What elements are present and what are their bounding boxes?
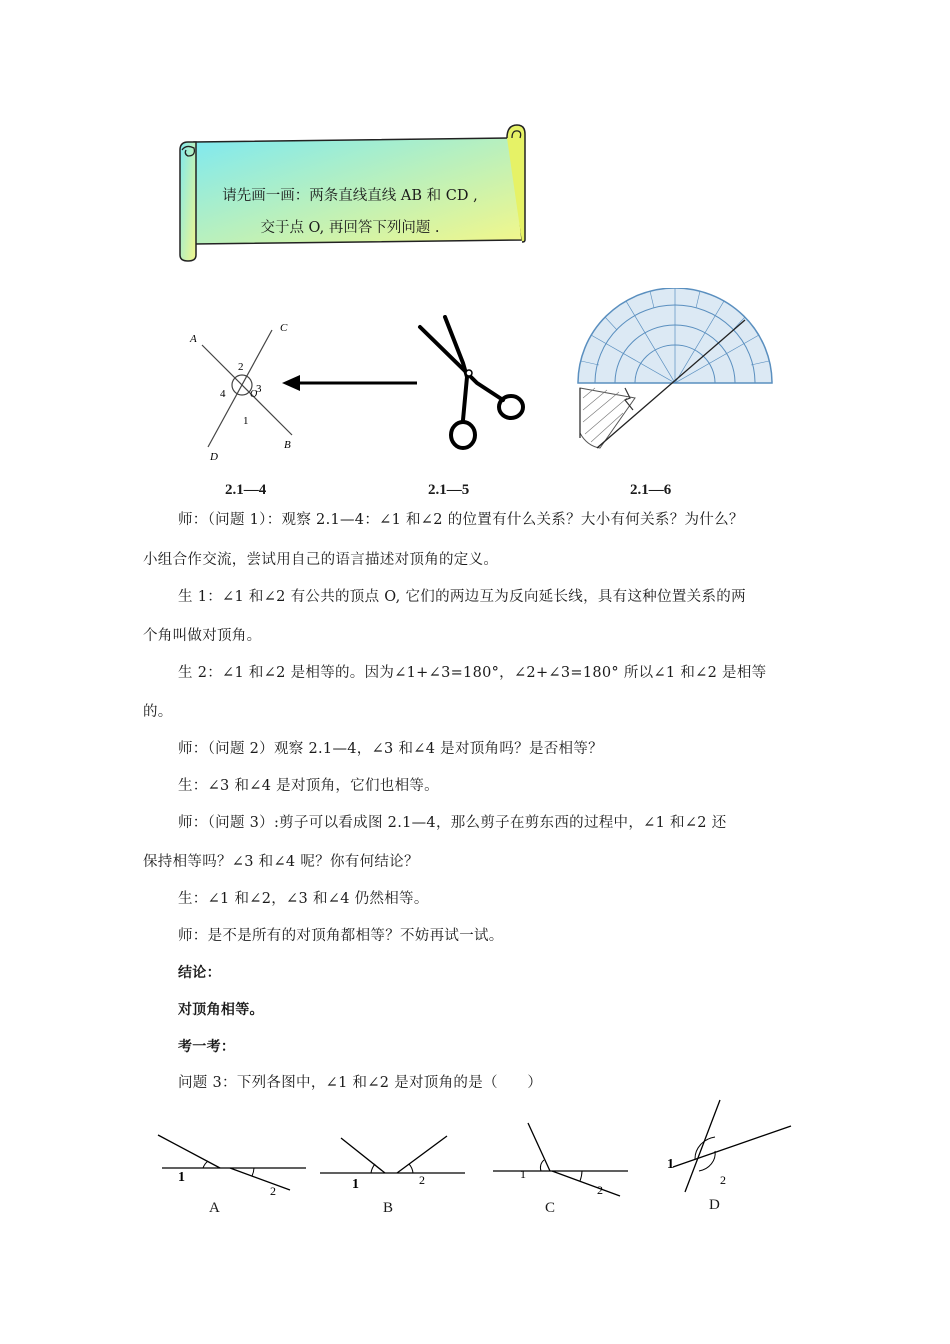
- angle-3-label: 3: [256, 383, 262, 395]
- option-d-angle-1: 1: [667, 1157, 674, 1172]
- figure-label-2-1-4: 2.1—4: [225, 482, 267, 498]
- conclusion-heading: 结论：: [178, 965, 221, 981]
- paragraph-3: 生 1：∠1 和∠2 有公共的顶点 O, 它们的两边互为反向延长线，具有这种位置关系的两: [178, 589, 746, 605]
- scroll-line-2: 交于点 O, 再回答下列问题 .: [260, 220, 440, 236]
- paragraph-10: 保持相等吗？∠3 和∠4 呢？你有何结论？: [143, 854, 419, 870]
- paragraph-4: 个角叫做对顶角。: [143, 628, 262, 644]
- point-d-label: D: [210, 451, 218, 463]
- figure-label-2-1-5: 2.1—5: [428, 482, 470, 498]
- option-c-angle-2: 2: [597, 1183, 603, 1197]
- point-b-label: B: [284, 439, 291, 451]
- paragraph-6: 的。: [143, 704, 173, 720]
- paragraph-2: 小组合作交流，尝试用自己的语言描述对顶角的定义。: [143, 552, 499, 568]
- point-a-label: A: [190, 333, 197, 345]
- option-c-angle-1: 1: [520, 1167, 526, 1181]
- angle-4-label: 4: [220, 388, 226, 400]
- point-o-label: O: [250, 389, 258, 400]
- scroll-line-1: 请先画一画：两条直线直线 AB 和 CD ,: [222, 188, 478, 204]
- option-b-figure: [315, 1130, 470, 1190]
- angle-2-label: 2: [238, 361, 244, 373]
- option-c-figure: [490, 1118, 635, 1200]
- option-a-angle-2: 2: [270, 1184, 276, 1198]
- paragraph-8: 生：∠3 和∠4 是对顶角，它们也相等。: [178, 778, 439, 794]
- option-a-angle-1: 1: [178, 1170, 185, 1185]
- arrow-icon: [280, 372, 420, 394]
- scissors-icon: [415, 315, 535, 455]
- figure-label-2-1-6: 2.1—6: [630, 482, 672, 498]
- paragraph-7: 师：（问题 2）观察 2.1—4，∠3 和∠4 是对顶角吗？是否相等？: [178, 741, 603, 757]
- point-c-label: C: [280, 322, 288, 334]
- paragraph-5: 生 2：∠1 和∠2 是相等的。因为∠1+∠3=180°，∠2+∠3=180° 所以∠1 和∠2 是相等: [178, 665, 767, 681]
- exercise-heading: 考一考：: [178, 1039, 236, 1055]
- option-c-label: C: [545, 1200, 556, 1216]
- paragraph-11: 生：∠1 和∠2，∠3 和∠4 仍然相等。: [178, 891, 429, 907]
- question-text: 问题 3：下列各图中，∠1 和∠2 是对顶角的是（ ）: [178, 1075, 543, 1091]
- paragraph-9: 师：（问题 3）:剪子可以看成图 2.1—4，那么剪子在剪东西的过程中，∠1 和∠2 还: [178, 815, 727, 831]
- option-b-angle-2: 2: [419, 1173, 425, 1187]
- option-d-figure: [655, 1095, 800, 1195]
- option-b-label: B: [383, 1200, 394, 1216]
- option-a-figure: [150, 1125, 310, 1200]
- angle-1-label: 1: [243, 415, 249, 427]
- option-b-angle-1: 1: [352, 1177, 359, 1190]
- option-d-angle-2: 2: [720, 1173, 726, 1187]
- paragraph-12: 师：是不是所有的对顶角都相等？不妨再试一试。: [178, 928, 504, 944]
- option-d-label: D: [709, 1197, 720, 1213]
- option-a-label: A: [209, 1200, 220, 1216]
- conclusion-text: 对顶角相等。: [178, 1002, 264, 1018]
- protractor-figure: [575, 288, 775, 453]
- paragraph-1: 师：（问题 1）：观察 2.1—4：∠1 和∠2 的位置有什么关系？大小有何关系？为什么？: [178, 512, 744, 528]
